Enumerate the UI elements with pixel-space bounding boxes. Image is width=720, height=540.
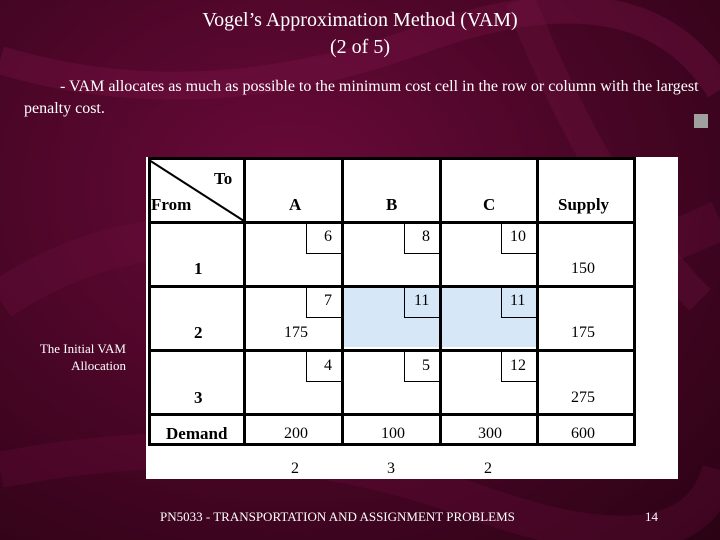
- demand-b: 100: [381, 425, 405, 442]
- cost-3a: 4: [324, 357, 332, 374]
- cost-3c: 12: [510, 357, 526, 374]
- vam-table: [146, 157, 678, 479]
- allocation-2a: 175: [284, 324, 308, 341]
- col-header-a: A: [289, 195, 302, 214]
- col-penalty-c: 2: [484, 460, 492, 477]
- col-header-c: C: [483, 195, 496, 214]
- demand-a: 200: [284, 425, 308, 442]
- row-penalty-1: 2: [669, 245, 677, 261]
- bullet-text: - VAM allocates as much as possible to the minimum cost cell in the row or column with the largest penalty cost.: [24, 78, 699, 117]
- supply-2: 175: [571, 324, 595, 341]
- supply-1: 150: [571, 260, 595, 277]
- side-caption-line1: The Initial VAM: [39, 341, 126, 356]
- row-label-3: 3: [194, 388, 203, 407]
- page-number: 14: [645, 509, 658, 524]
- row-penalty-3: 1: [669, 374, 677, 390]
- supply-3: 275: [571, 389, 595, 406]
- row-label-2: 2: [194, 323, 203, 342]
- col-penalty-a: 2: [291, 460, 299, 477]
- row-label-1: 1: [194, 259, 203, 278]
- side-caption: [20, 340, 126, 374]
- slide-subtitle: (2 of 5): [330, 36, 390, 58]
- cost-1c: 10: [510, 228, 526, 245]
- col-header-b: B: [386, 195, 398, 214]
- cost-2b: 11: [414, 292, 430, 309]
- demand-total: 600: [571, 425, 595, 442]
- demand-label: Demand: [166, 424, 228, 443]
- side-caption-line2: Allocation: [71, 358, 126, 373]
- cost-2c: 11: [510, 292, 526, 309]
- cost-2a: 7: [324, 292, 332, 309]
- decorative-square: [694, 114, 708, 128]
- slide-title: Vogel’s Approximation Method (VAM): [202, 9, 518, 31]
- demand-c: 300: [478, 425, 502, 442]
- corner-from-label: From: [151, 195, 192, 214]
- cost-1a: 6: [324, 228, 332, 245]
- footer-text: PN5033 - TRANSPORTATION AND ASSIGNMENT PROBLEMS: [160, 509, 515, 524]
- corner-to-label: To: [214, 169, 233, 188]
- col-header-supply: Supply: [558, 195, 610, 214]
- cost-1b: 8: [422, 228, 430, 245]
- col-penalty-b: 3: [387, 460, 395, 477]
- cost-3b: 5: [422, 357, 430, 374]
